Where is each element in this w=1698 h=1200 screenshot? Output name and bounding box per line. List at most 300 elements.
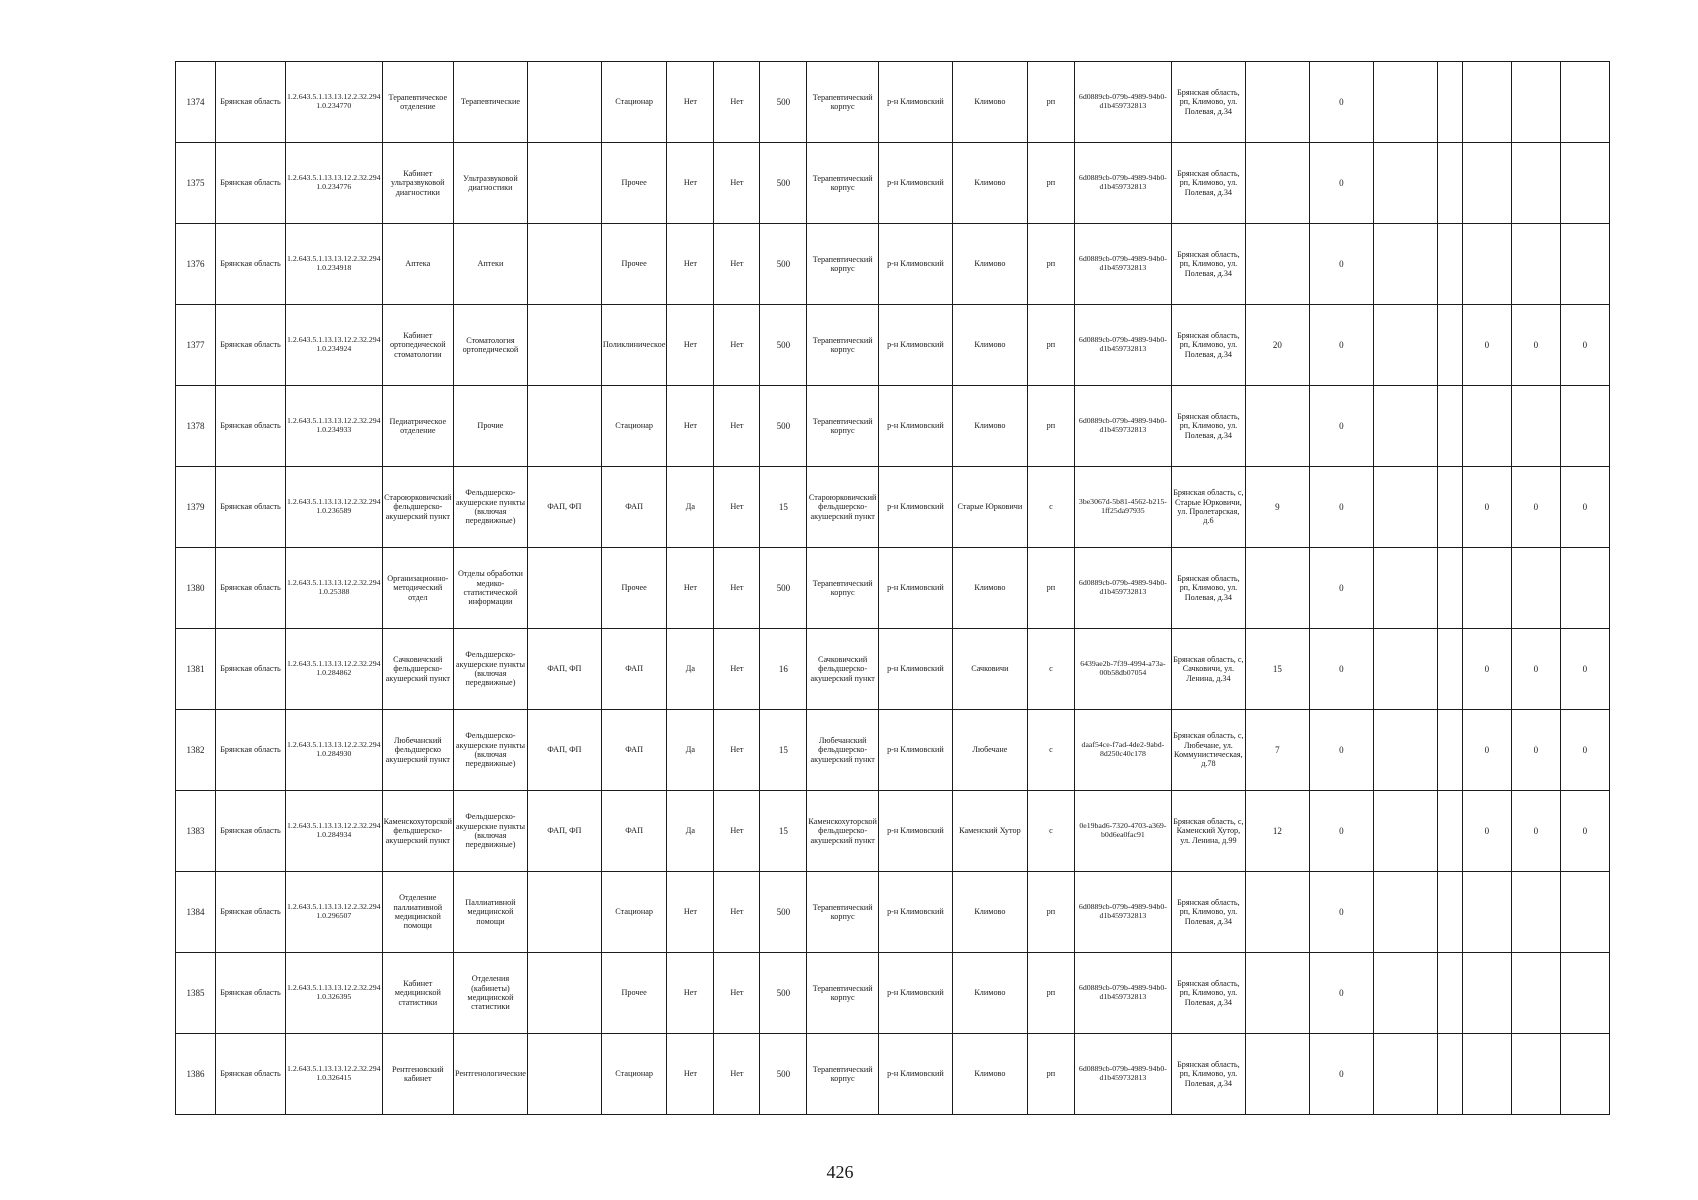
settlement-cell: Климово (952, 62, 1027, 143)
row-number-cell: 1385 (176, 953, 216, 1034)
value-cell-18: 0 (1309, 224, 1373, 305)
value-cell-23: 0 (1560, 791, 1609, 872)
fap-type-cell (527, 548, 601, 629)
unit-type-cell: Рентгенологические (454, 1034, 528, 1115)
oid-cell: 1.2.643.5.1.13.13.12.2.32.294 1.0.234933 (286, 386, 383, 467)
distance-cell: 500 (760, 305, 807, 386)
flag-2-cell: Нет (714, 1034, 760, 1115)
guid-cell: 3be3067d-5b81-4562-b215-1ff25da97935 (1074, 467, 1171, 548)
care-condition-cell: Стационар (601, 386, 667, 467)
value-cell-20 (1437, 386, 1462, 467)
flag-2-cell: Нет (714, 143, 760, 224)
address-cell: Брянская область, рп, Климово, ул. Полевая, д.34 (1171, 143, 1245, 224)
distance-cell: 500 (760, 1034, 807, 1115)
care-condition-cell: ФАП (601, 629, 667, 710)
district-cell: р-н Климовский (878, 710, 952, 791)
value-cell-20 (1437, 143, 1462, 224)
value-cell-23 (1560, 1034, 1609, 1115)
unit-type-cell: Ультразвуковой диагностики (454, 143, 528, 224)
guid-cell: daaf54ce-f7ad-4de2-9abd-8d250c40c178 (1074, 710, 1171, 791)
region-cell: Брянская область (216, 872, 286, 953)
value-cell-17 (1245, 386, 1309, 467)
settlement-cell: Климово (952, 224, 1027, 305)
flag-1-cell: Да (667, 791, 714, 872)
address-cell: Брянская область, рп, Климово, ул. Полевая, д.34 (1171, 386, 1245, 467)
unit-name-cell: Кабинет ультразвуковой диагностики (382, 143, 453, 224)
settlement-type-cell: рп (1027, 1034, 1074, 1115)
flag-1-cell: Да (667, 467, 714, 548)
value-cell-21: 0 (1462, 467, 1511, 548)
value-cell-20 (1437, 1034, 1462, 1115)
fap-type-cell (527, 953, 601, 1034)
unit-type-cell: Отделы обработки медико-статистической информации (454, 548, 528, 629)
unit-type-cell: Фельдшерско-акушерские пункты (включая передвижные) (454, 629, 528, 710)
registry-table (175, 61, 1610, 1115)
value-cell-18: 0 (1309, 710, 1373, 791)
unit-type-cell: Фельдшерско-акушерские пункты (включая передвижные) (454, 467, 528, 548)
value-cell-20 (1437, 224, 1462, 305)
settlement-type-cell: рп (1027, 224, 1074, 305)
value-cell-23 (1560, 953, 1609, 1034)
settlement-type-cell: рп (1027, 872, 1074, 953)
value-cell-18: 0 (1309, 548, 1373, 629)
unit-name-cell: Кабинет ортопедической стоматологии (382, 305, 453, 386)
building-cell: Терапевтический корпус (807, 224, 878, 305)
table-row (176, 305, 1610, 386)
table-row (176, 386, 1610, 467)
district-cell: р-н Климовский (878, 953, 952, 1034)
address-cell: Брянская область, с, Сачковичи, ул. Ленина, д.34 (1171, 629, 1245, 710)
flag-2-cell: Нет (714, 791, 760, 872)
settlement-cell: Климово (952, 143, 1027, 224)
guid-cell: 6d0889cb-079b-4989-94b0-d1b459732813 (1074, 953, 1171, 1034)
district-cell: р-н Климовский (878, 62, 952, 143)
flag-2-cell: Нет (714, 710, 760, 791)
settlement-cell: Климово (952, 1034, 1027, 1115)
value-cell-22 (1511, 386, 1560, 467)
distance-cell: 500 (760, 548, 807, 629)
distance-cell: 15 (760, 710, 807, 791)
value-cell-18: 0 (1309, 872, 1373, 953)
care-condition-cell: Стационар (601, 872, 667, 953)
unit-name-cell: Аптека (382, 224, 453, 305)
district-cell: р-н Климовский (878, 791, 952, 872)
value-cell-20 (1437, 953, 1462, 1034)
oid-cell: 1.2.643.5.1.13.13.12.2.32.294 1.0.284934 (286, 791, 383, 872)
value-cell-18: 0 (1309, 791, 1373, 872)
page-number: 426 (826, 1162, 854, 1182)
table-row (176, 872, 1610, 953)
region-cell: Брянская область (216, 710, 286, 791)
value-cell-23: 0 (1560, 467, 1609, 548)
guid-cell: 6439ae2b-7f39-4994-a73a-00b58db07054 (1074, 629, 1171, 710)
address-cell: Брянская область, рп, Климово, ул. Полевая, д.34 (1171, 953, 1245, 1034)
oid-cell: 1.2.643.5.1.13.13.12.2.32.294 1.0.296507 (286, 872, 383, 953)
address-cell: Брянская область, рп, Климово, ул. Полевая, д.34 (1171, 1034, 1245, 1115)
oid-cell: 1.2.643.5.1.13.13.12.2.32.294 1.0.234918 (286, 224, 383, 305)
fap-type-cell (527, 224, 601, 305)
value-cell-22 (1511, 548, 1560, 629)
unit-name-cell: Каменскохуторской фельдшерско-акушерский пункт (382, 791, 453, 872)
oid-cell: 1.2.643.5.1.13.13.12.2.32.294 1.0.25388 (286, 548, 383, 629)
value-cell-19 (1373, 791, 1437, 872)
row-number-cell: 1380 (176, 548, 216, 629)
row-number-cell: 1376 (176, 224, 216, 305)
unit-name-cell: Терапевтическое отделение (382, 62, 453, 143)
distance-cell: 500 (760, 953, 807, 1034)
settlement-type-cell: рп (1027, 953, 1074, 1034)
address-cell: Брянская область, рп, Климово, ул. Полевая, д.34 (1171, 548, 1245, 629)
fap-type-cell (527, 62, 601, 143)
unit-type-cell: Паллиативной медицинской помощи (454, 872, 528, 953)
region-cell: Брянская область (216, 953, 286, 1034)
region-cell: Брянская область (216, 224, 286, 305)
care-condition-cell: ФАП (601, 467, 667, 548)
row-number-cell: 1386 (176, 1034, 216, 1115)
value-cell-22 (1511, 953, 1560, 1034)
value-cell-18: 0 (1309, 629, 1373, 710)
flag-2-cell: Нет (714, 629, 760, 710)
flag-2-cell: Нет (714, 224, 760, 305)
district-cell: р-н Климовский (878, 629, 952, 710)
fap-type-cell: ФАП, ФП (527, 791, 601, 872)
value-cell-19 (1373, 224, 1437, 305)
building-cell: Терапевтический корпус (807, 305, 878, 386)
region-cell: Брянская область (216, 548, 286, 629)
value-cell-18: 0 (1309, 467, 1373, 548)
value-cell-23 (1560, 143, 1609, 224)
settlement-type-cell: с (1027, 629, 1074, 710)
fap-type-cell: ФАП, ФП (527, 467, 601, 548)
distance-cell: 16 (760, 629, 807, 710)
flag-1-cell: Нет (667, 62, 714, 143)
building-cell: Терапевтический корпус (807, 548, 878, 629)
care-condition-cell: ФАП (601, 791, 667, 872)
table-row (176, 791, 1610, 872)
value-cell-17: 9 (1245, 467, 1309, 548)
address-cell: Брянская область, рп, Климово, ул. Полевая, д.34 (1171, 62, 1245, 143)
value-cell-17 (1245, 953, 1309, 1034)
settlement-cell: Каменский Хутор (952, 791, 1027, 872)
value-cell-21: 0 (1462, 629, 1511, 710)
settlement-type-cell: с (1027, 710, 1074, 791)
district-cell: р-н Климовский (878, 143, 952, 224)
value-cell-21 (1462, 872, 1511, 953)
row-number-cell: 1384 (176, 872, 216, 953)
settlement-type-cell: рп (1027, 548, 1074, 629)
value-cell-18: 0 (1309, 62, 1373, 143)
flag-1-cell: Да (667, 629, 714, 710)
district-cell: р-н Климовский (878, 224, 952, 305)
distance-cell: 500 (760, 143, 807, 224)
unit-name-cell: Педиатрическое отделение (382, 386, 453, 467)
flag-2-cell: Нет (714, 467, 760, 548)
settlement-type-cell: с (1027, 791, 1074, 872)
value-cell-17 (1245, 548, 1309, 629)
value-cell-23 (1560, 386, 1609, 467)
value-cell-22: 0 (1511, 791, 1560, 872)
distance-cell: 500 (760, 872, 807, 953)
fap-type-cell (527, 305, 601, 386)
guid-cell: 6d0889cb-079b-4989-94b0-d1b459732813 (1074, 305, 1171, 386)
value-cell-22: 0 (1511, 305, 1560, 386)
distance-cell: 500 (760, 62, 807, 143)
value-cell-22: 0 (1511, 467, 1560, 548)
guid-cell: 6d0889cb-079b-4989-94b0-d1b459732813 (1074, 386, 1171, 467)
building-cell: Терапевтический корпус (807, 953, 878, 1034)
district-cell: р-н Климовский (878, 467, 952, 548)
care-condition-cell: Прочее (601, 548, 667, 629)
guid-cell: 6d0889cb-079b-4989-94b0-d1b459732813 (1074, 62, 1171, 143)
district-cell: р-н Климовский (878, 1034, 952, 1115)
value-cell-17: 7 (1245, 710, 1309, 791)
value-cell-19 (1373, 305, 1437, 386)
district-cell: р-н Климовский (878, 386, 952, 467)
flag-2-cell: Нет (714, 548, 760, 629)
guid-cell: 6d0889cb-079b-4989-94b0-d1b459732813 (1074, 224, 1171, 305)
value-cell-18: 0 (1309, 386, 1373, 467)
unit-name-cell: Староюрковичский фельдшерско-акушерский пункт (382, 467, 453, 548)
flag-1-cell: Нет (667, 548, 714, 629)
settlement-cell: Старые Юрковичи (952, 467, 1027, 548)
fap-type-cell: ФАП, ФП (527, 710, 601, 791)
value-cell-18: 0 (1309, 953, 1373, 1034)
value-cell-22 (1511, 1034, 1560, 1115)
building-cell: Каменскохуторской фельдшерско-акушерский пункт (807, 791, 878, 872)
oid-cell: 1.2.643.5.1.13.13.12.2.32.294 1.0.284930 (286, 710, 383, 791)
value-cell-23: 0 (1560, 629, 1609, 710)
guid-cell: 6d0889cb-079b-4989-94b0-d1b459732813 (1074, 548, 1171, 629)
care-condition-cell: Прочее (601, 953, 667, 1034)
value-cell-17: 12 (1245, 791, 1309, 872)
value-cell-19 (1373, 1034, 1437, 1115)
flag-1-cell: Нет (667, 953, 714, 1034)
value-cell-20 (1437, 710, 1462, 791)
region-cell: Брянская область (216, 386, 286, 467)
value-cell-21 (1462, 386, 1511, 467)
unit-type-cell: Фельдшерско-акушерские пункты (включая передвижные) (454, 791, 528, 872)
flag-1-cell: Нет (667, 305, 714, 386)
guid-cell: 6d0889cb-079b-4989-94b0-d1b459732813 (1074, 143, 1171, 224)
value-cell-20 (1437, 467, 1462, 548)
value-cell-19 (1373, 710, 1437, 791)
building-cell: Любечанский фельдшерско-акушерский пункт (807, 710, 878, 791)
unit-type-cell: Терапевтические (454, 62, 528, 143)
row-number-cell: 1379 (176, 467, 216, 548)
row-number-cell: 1375 (176, 143, 216, 224)
table-row (176, 62, 1610, 143)
building-cell: Терапевтический корпус (807, 1034, 878, 1115)
distance-cell: 15 (760, 791, 807, 872)
value-cell-17 (1245, 143, 1309, 224)
district-cell: р-н Климовский (878, 305, 952, 386)
oid-cell: 1.2.643.5.1.13.13.12.2.32.294 1.0.326395 (286, 953, 383, 1034)
flag-1-cell: Нет (667, 872, 714, 953)
guid-cell: 0e19bad6-7320-4703-a369-b0d6ea0fac91 (1074, 791, 1171, 872)
value-cell-19 (1373, 62, 1437, 143)
unit-name-cell: Рентгеновский кабинет (382, 1034, 453, 1115)
value-cell-20 (1437, 629, 1462, 710)
oid-cell: 1.2.643.5.1.13.13.12.2.32.294 1.0.284862 (286, 629, 383, 710)
value-cell-21 (1462, 1034, 1511, 1115)
fap-type-cell (527, 143, 601, 224)
care-condition-cell: ФАП (601, 710, 667, 791)
row-number-cell: 1374 (176, 62, 216, 143)
value-cell-22: 0 (1511, 710, 1560, 791)
value-cell-18: 0 (1309, 305, 1373, 386)
value-cell-19 (1373, 467, 1437, 548)
settlement-type-cell: с (1027, 467, 1074, 548)
settlement-type-cell: рп (1027, 62, 1074, 143)
distance-cell: 500 (760, 386, 807, 467)
table-row (176, 467, 1610, 548)
value-cell-18: 0 (1309, 1034, 1373, 1115)
value-cell-19 (1373, 953, 1437, 1034)
value-cell-21: 0 (1462, 710, 1511, 791)
value-cell-21: 0 (1462, 305, 1511, 386)
flag-2-cell: Нет (714, 305, 760, 386)
building-cell: Терапевтический корпус (807, 872, 878, 953)
region-cell: Брянская область (216, 1034, 286, 1115)
region-cell: Брянская область (216, 62, 286, 143)
value-cell-22: 0 (1511, 629, 1560, 710)
row-number-cell: 1383 (176, 791, 216, 872)
address-cell: Брянская область, рп, Климово, ул. Полевая, д.34 (1171, 224, 1245, 305)
oid-cell: 1.2.643.5.1.13.13.12.2.32.294 1.0.236589 (286, 467, 383, 548)
unit-type-cell: Фельдшерско-акушерские пункты (включая передвижные) (454, 710, 528, 791)
value-cell-18: 0 (1309, 143, 1373, 224)
settlement-type-cell: рп (1027, 386, 1074, 467)
value-cell-23 (1560, 872, 1609, 953)
building-cell: Терапевтический корпус (807, 62, 878, 143)
value-cell-17 (1245, 1034, 1309, 1115)
flag-2-cell: Нет (714, 872, 760, 953)
address-cell: Брянская область, рп, Климово, ул. Полевая, д.34 (1171, 872, 1245, 953)
row-number-cell: 1381 (176, 629, 216, 710)
row-number-cell: 1382 (176, 710, 216, 791)
oid-cell: 1.2.643.5.1.13.13.12.2.32.294 1.0.234924 (286, 305, 383, 386)
table-body (176, 62, 1610, 1115)
value-cell-23: 0 (1560, 710, 1609, 791)
table-row (176, 629, 1610, 710)
fap-type-cell (527, 872, 601, 953)
unit-name-cell: Сачковичский фельдшерско-акушерский пункт (382, 629, 453, 710)
address-cell: Брянская область, с, Каменский Хутор, ул. Ленина, д.99 (1171, 791, 1245, 872)
building-cell: Сачковичский фельдшерско-акушерский пункт (807, 629, 878, 710)
care-condition-cell: Стационар (601, 62, 667, 143)
value-cell-20 (1437, 548, 1462, 629)
settlement-type-cell: рп (1027, 143, 1074, 224)
value-cell-17 (1245, 62, 1309, 143)
value-cell-20 (1437, 872, 1462, 953)
table-row (176, 1034, 1610, 1115)
table-row (176, 548, 1610, 629)
building-cell: Терапевтический корпус (807, 386, 878, 467)
value-cell-19 (1373, 629, 1437, 710)
unit-name-cell: Любечанский фельдшерско акушерский пункт (382, 710, 453, 791)
region-cell: Брянская область (216, 467, 286, 548)
unit-type-cell: Стоматология ортопедической (454, 305, 528, 386)
oid-cell: 1.2.643.5.1.13.13.12.2.32.294 1.0.326415 (286, 1034, 383, 1115)
table-row (176, 143, 1610, 224)
flag-2-cell: Нет (714, 62, 760, 143)
settlement-cell: Климово (952, 548, 1027, 629)
settlement-type-cell: рп (1027, 305, 1074, 386)
unit-type-cell: Отделения (кабинеты) медицинской статистики (454, 953, 528, 1034)
settlement-cell: Климово (952, 305, 1027, 386)
row-number-cell: 1378 (176, 386, 216, 467)
district-cell: р-н Климовский (878, 548, 952, 629)
value-cell-21 (1462, 62, 1511, 143)
address-cell: Брянская область, с, Любечане, ул. Коммунистическая, д.78 (1171, 710, 1245, 791)
flag-2-cell: Нет (714, 386, 760, 467)
unit-type-cell: Аптеки (454, 224, 528, 305)
value-cell-23 (1560, 62, 1609, 143)
unit-name-cell: Отделение паллиативной медицинской помощи (382, 872, 453, 953)
address-cell: Брянская область, рп, Климово, ул. Полевая, д.34 (1171, 305, 1245, 386)
care-condition-cell: Прочее (601, 143, 667, 224)
value-cell-21: 0 (1462, 791, 1511, 872)
value-cell-23 (1560, 224, 1609, 305)
value-cell-21 (1462, 143, 1511, 224)
value-cell-21 (1462, 224, 1511, 305)
value-cell-19 (1373, 548, 1437, 629)
value-cell-23: 0 (1560, 305, 1609, 386)
value-cell-22 (1511, 62, 1560, 143)
distance-cell: 15 (760, 467, 807, 548)
flag-1-cell: Нет (667, 224, 714, 305)
region-cell: Брянская область (216, 305, 286, 386)
value-cell-17 (1245, 224, 1309, 305)
fap-type-cell (527, 386, 601, 467)
value-cell-20 (1437, 62, 1462, 143)
fap-type-cell (527, 1034, 601, 1115)
value-cell-22 (1511, 224, 1560, 305)
flag-1-cell: Да (667, 710, 714, 791)
region-cell: Брянская область (216, 791, 286, 872)
oid-cell: 1.2.643.5.1.13.13.12.2.32.294 1.0.234776 (286, 143, 383, 224)
region-cell: Брянская область (216, 629, 286, 710)
value-cell-20 (1437, 791, 1462, 872)
settlement-cell: Климово (952, 386, 1027, 467)
building-cell: Терапевтический корпус (807, 143, 878, 224)
flag-1-cell: Нет (667, 1034, 714, 1115)
value-cell-22 (1511, 872, 1560, 953)
unit-name-cell: Организационно-методический отдел (382, 548, 453, 629)
table-row (176, 224, 1610, 305)
fap-type-cell: ФАП, ФП (527, 629, 601, 710)
value-cell-23 (1560, 548, 1609, 629)
value-cell-19 (1373, 386, 1437, 467)
oid-cell: 1.2.643.5.1.13.13.12.2.32.294 1.0.234770 (286, 62, 383, 143)
settlement-cell: Климово (952, 953, 1027, 1034)
value-cell-20 (1437, 305, 1462, 386)
care-condition-cell: Прочее (601, 224, 667, 305)
settlement-cell: Любечане (952, 710, 1027, 791)
row-number-cell: 1377 (176, 305, 216, 386)
district-cell: р-н Климовский (878, 872, 952, 953)
distance-cell: 500 (760, 224, 807, 305)
settlement-cell: Климово (952, 872, 1027, 953)
flag-1-cell: Нет (667, 143, 714, 224)
care-condition-cell: Поликлиническое (601, 305, 667, 386)
care-condition-cell: Стационар (601, 1034, 667, 1115)
value-cell-22 (1511, 143, 1560, 224)
value-cell-17: 20 (1245, 305, 1309, 386)
flag-1-cell: Нет (667, 386, 714, 467)
settlement-cell: Сачковичи (952, 629, 1027, 710)
table-row (176, 953, 1610, 1034)
